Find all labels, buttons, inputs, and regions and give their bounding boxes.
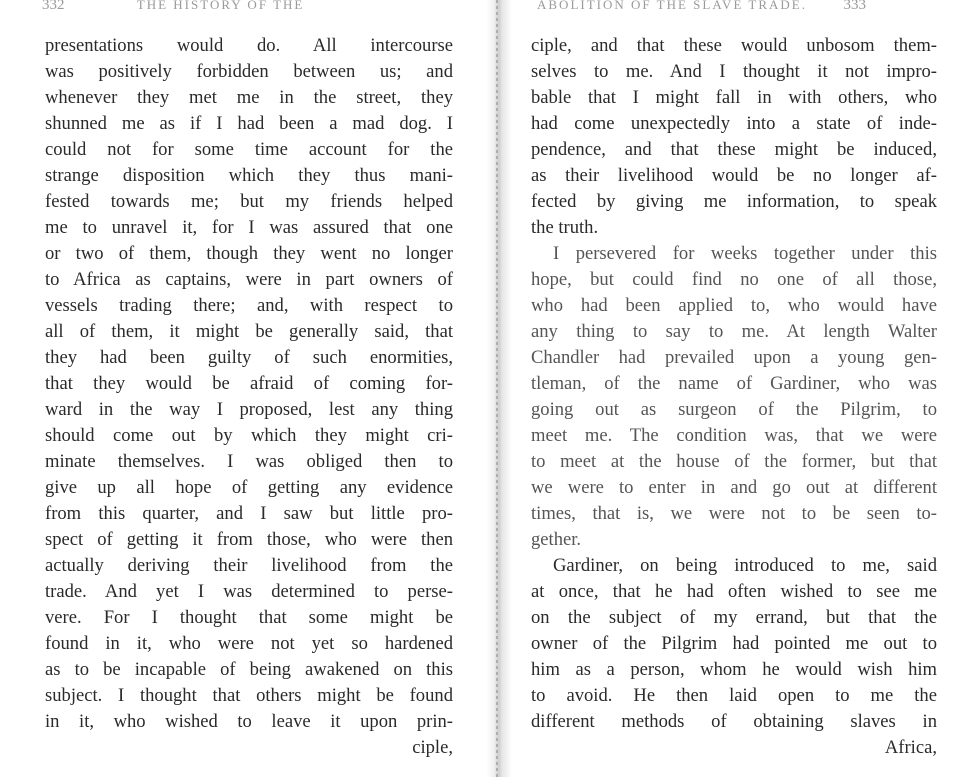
- text-line: strange disposition which they thus mani-: [45, 165, 453, 186]
- text-line: vessels trading there; and, with respect to: [45, 295, 453, 316]
- text-line: from this quarter, and I saw but little pro-: [45, 503, 453, 524]
- text-line: fected by giving me information, to speak: [531, 191, 937, 212]
- text-line: on the subject of my errand, but that the: [531, 607, 937, 628]
- text-line: was positively forbidden between us; and: [45, 61, 453, 82]
- catchword: Africa,: [884, 737, 937, 758]
- text-line: ward in the way I proposed, lest any thing: [45, 399, 453, 420]
- text-line: different methods of obtaining slaves in: [531, 711, 937, 732]
- text-line: as their livelihood would be no longer af-: [531, 165, 937, 186]
- text-line: to avoid. He then laid open to me the: [531, 685, 937, 706]
- text-line: pendence, and that these might be induced,: [531, 139, 937, 160]
- text-line: trade. And yet I was determined to perse-: [45, 581, 453, 602]
- text-line: minate themselves. I was obliged then to: [45, 451, 453, 472]
- text-line: who had been applied to, who would have: [531, 295, 937, 316]
- right-page-text: [531, 33, 937, 761]
- text-line: I persevered for weeks together under this: [553, 243, 937, 264]
- text-line: gether.: [531, 529, 582, 550]
- text-line: in it, who wished to leave it upon prin-: [45, 711, 453, 732]
- text-line: found in it, who were not yet so hardened: [45, 633, 453, 654]
- gutter-binding-line: [496, 0, 498, 777]
- text-line: Chandler had prevailed upon a young gen-: [531, 347, 937, 368]
- text-line: give up all hope of getting any evidence: [45, 477, 453, 498]
- text-line: to meet at the house of the former, but that: [531, 451, 937, 472]
- text-line: vere. For I thought that some might be: [45, 607, 453, 628]
- text-line: actually deriving their livelihood from the: [45, 555, 453, 576]
- text-line: selves to me. And I thought it not impro-: [531, 61, 937, 82]
- left-page-text: [45, 33, 453, 761]
- text-line: should come out by which they might cri-: [45, 425, 453, 446]
- left-running-head: THE HISTORY OF THE: [136, 0, 305, 12]
- text-line: the truth.: [531, 217, 599, 238]
- text-line: we were to enter in and go out at different: [531, 477, 937, 498]
- text-line: bable that I might fall in with others, who: [531, 87, 937, 108]
- text-line: could not for some time account for the: [45, 139, 453, 160]
- text-line: that they would be afraid of coming for-: [45, 373, 453, 394]
- left-page-header: [42, 0, 304, 14]
- right-running-head: ABOLITION OF THE SLAVE TRADE.: [537, 0, 807, 12]
- text-line: to Africa as captains, were in part owners of: [45, 269, 453, 290]
- catchword: ciple,: [412, 737, 453, 758]
- right-page-number: 333: [843, 0, 866, 13]
- text-line: spect of getting it from those, who were then: [45, 529, 453, 550]
- text-line: times, that is, we were not to be seen to-: [531, 503, 937, 524]
- text-line: they had been guilty of such enormities,: [45, 347, 453, 368]
- text-line: Gardiner, on being introduced to me, said: [553, 555, 937, 576]
- text-line: any thing to say to me. At length Walter: [531, 321, 937, 342]
- right-page-header: [537, 0, 866, 14]
- text-line: him as a person, whom he would wish him: [531, 659, 937, 680]
- text-line: all of them, it might be generally said, that: [45, 321, 453, 342]
- text-line: owner of the Pilgrim had pointed me out to: [531, 633, 937, 654]
- text-line: subject. I thought that others might be found: [45, 685, 453, 706]
- text-line: as to be incapable of being awakened on this: [45, 659, 453, 680]
- book-gutter: [486, 0, 512, 777]
- text-line: presentations would do. All intercourse: [45, 35, 453, 56]
- text-line: tleman, of the name of Gardiner, who was: [531, 373, 937, 394]
- text-line: going out as surgeon of the Pilgrim, to: [531, 399, 937, 420]
- text-line: had come unexpectedly into a state of inde-: [531, 113, 937, 134]
- text-line: at once, that he had often wished to see me: [531, 581, 937, 602]
- text-line: meet me. The condition was, that we were: [531, 425, 937, 446]
- text-line: hope, but could find no one of all those,: [531, 269, 937, 290]
- text-line: whenever they met me in the street, they: [45, 87, 453, 108]
- text-line: me to unravel it, for I was assured that one: [45, 217, 453, 238]
- text-line: shunned me as if I had been a mad dog. I: [45, 113, 453, 134]
- text-line: fested towards me; but my friends helped: [45, 191, 453, 212]
- text-line: or two of them, though they went no longer: [45, 243, 453, 264]
- left-page-number: 332: [42, 0, 65, 13]
- text-line: ciple, and that these would unbosom them-: [531, 35, 937, 56]
